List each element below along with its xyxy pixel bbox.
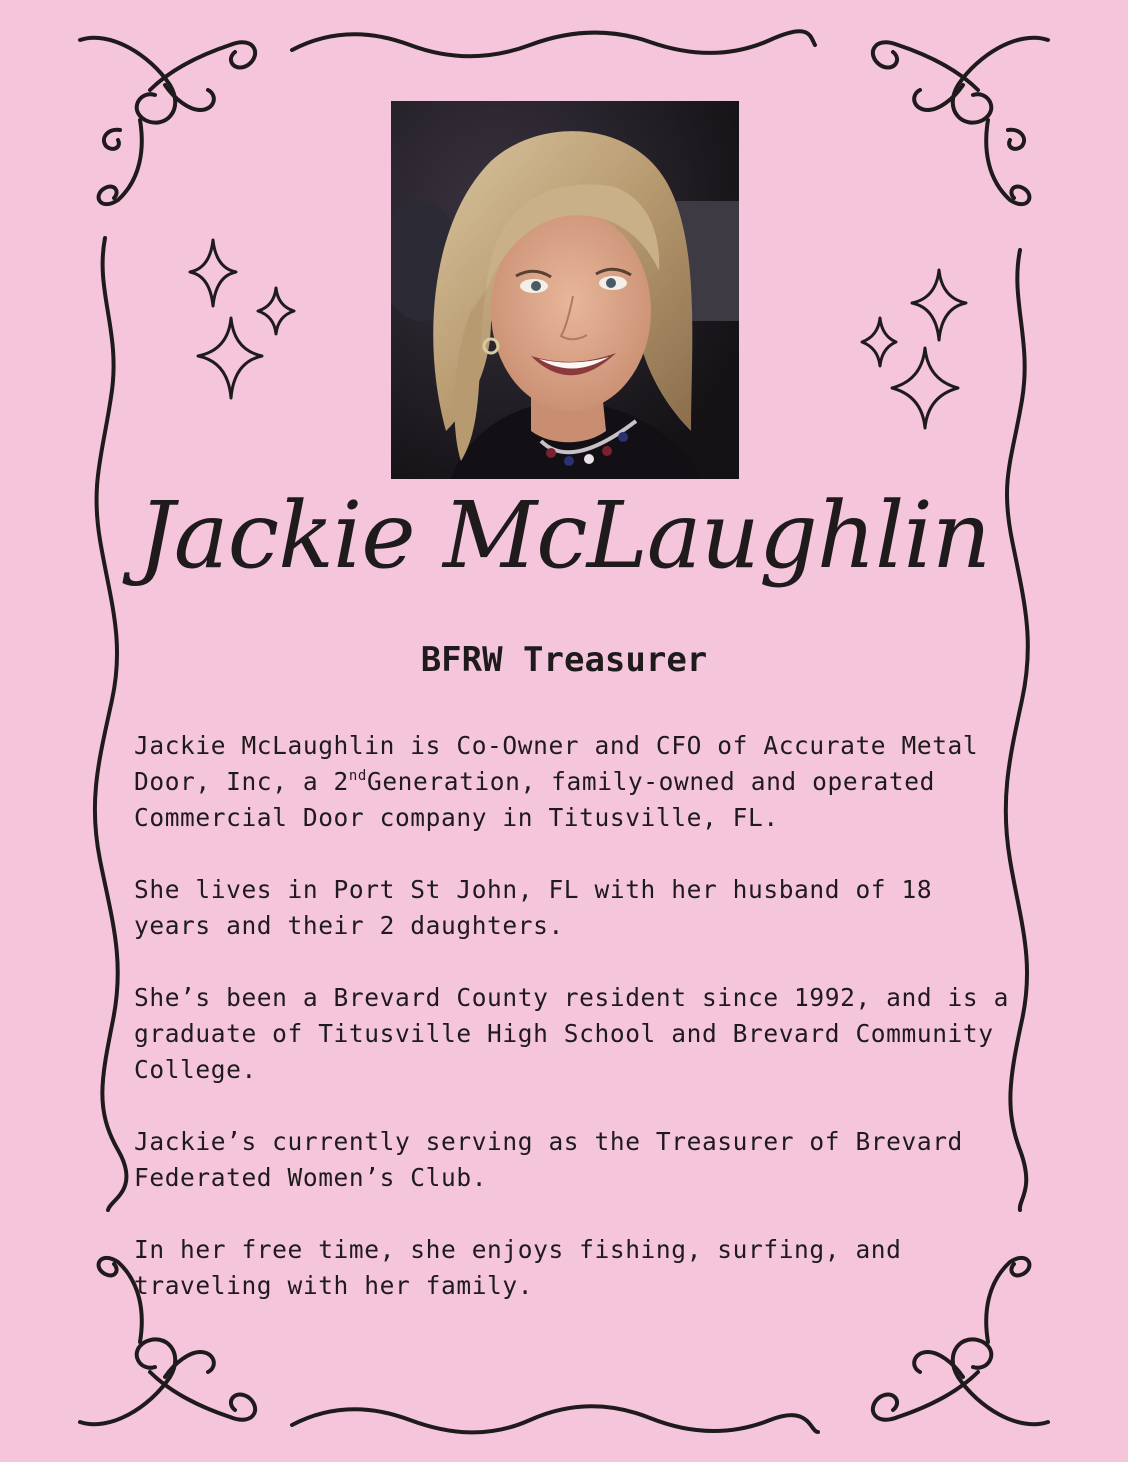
profile-name: Jackie McLaughlin <box>137 482 991 589</box>
sparkle-icon <box>258 288 294 334</box>
swirl-ornament-top-right <box>873 38 1048 204</box>
sparkle-icon <box>912 270 966 340</box>
bio-paragraph: She lives in Port St John, FL with her husband of 18 years and their 2 daughters. <box>134 875 933 940</box>
left-wavy-line <box>95 238 127 1210</box>
profile-photo <box>391 101 739 479</box>
top-wavy-line <box>292 31 815 56</box>
bio-paragraph: She’s been a Brevard County resident since 1992, and is a graduate of Titusville High School and Brevard Community College. <box>134 983 1009 1084</box>
sparkle-icon <box>892 348 958 428</box>
sparkle-icon <box>198 318 262 398</box>
swirl-ornament-top-left <box>80 38 255 204</box>
bio-paragraph: Jackie McLaughlin is Co-Owner and CFO of Accurate Metal Door, Inc, a 2ndGeneration, family-owned and operated Commercial Door company in Titusville, FL. <box>134 731 979 832</box>
bio-section <box>134 728 1014 1340</box>
bio-paragraph: In her free time, she enjoys fishing, surfing, and traveling with her family. <box>134 1235 902 1300</box>
sparkle-icon <box>190 240 236 306</box>
bottom-wavy-line <box>292 1406 818 1432</box>
bio-paragraph: Jackie’s currently serving as the Treasurer of Brevard Federated Women’s Club. <box>134 1127 963 1192</box>
profile-title: BFRW Treasurer <box>420 640 708 680</box>
sparkle-icon <box>862 318 896 366</box>
